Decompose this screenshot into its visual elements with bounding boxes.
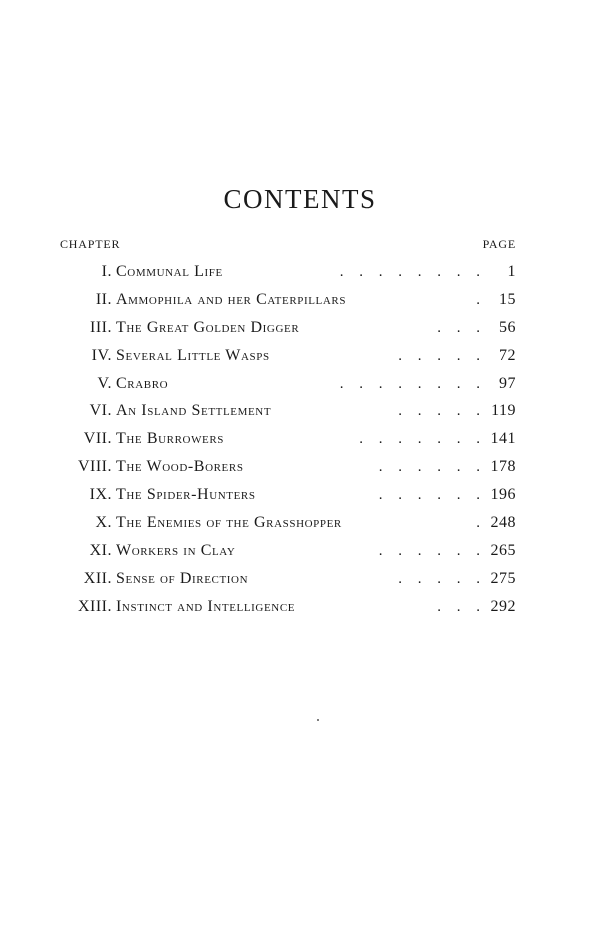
chapter-number: III. xyxy=(90,318,112,336)
page-number: 97 xyxy=(499,374,516,392)
chapter-title: The Great Golden Digger xyxy=(116,318,300,336)
page-number: 1 xyxy=(507,263,516,280)
toc-entry xyxy=(0,539,600,567)
chapter-title: An Island Settlement xyxy=(116,402,272,420)
chapter-title: Ammophila and her Caterpillars xyxy=(116,290,347,308)
dot-leader: . . . . . xyxy=(398,403,480,420)
toc-entry xyxy=(0,399,600,427)
toc-entry xyxy=(0,344,600,372)
page-number: 178 xyxy=(490,458,516,476)
page-number: 72 xyxy=(499,346,516,364)
dot-leader: . . . xyxy=(437,598,480,615)
toc-entry xyxy=(0,455,600,483)
page-number: 56 xyxy=(499,318,516,336)
toc-entry xyxy=(0,288,600,316)
chapter-number: XI. xyxy=(89,541,112,559)
dot-leader: . . . xyxy=(437,319,480,336)
chapter-number: IV. xyxy=(91,346,112,364)
chapter-number: V. xyxy=(97,374,112,392)
chapter-title: Instinct and Intelligence xyxy=(116,597,296,615)
page-number: 292 xyxy=(490,597,516,615)
print-speck xyxy=(317,719,319,721)
page-number: 275 xyxy=(490,569,516,587)
chapter-number: VII. xyxy=(83,430,112,448)
dot-leader: . . . . . . . . xyxy=(339,375,480,392)
dot-leader: . xyxy=(476,291,480,308)
toc-entry xyxy=(0,316,600,344)
dot-leader: . xyxy=(476,515,480,532)
chapter-number: VI. xyxy=(89,402,112,420)
toc-entry xyxy=(0,260,600,288)
toc-entry xyxy=(0,483,600,511)
chapter-title: The Burrowers xyxy=(116,430,225,448)
chapter-column-header: CHAPTER xyxy=(60,237,121,251)
chapter-number: I. xyxy=(101,263,112,280)
toc-entry xyxy=(0,595,600,623)
chapter-title: The Enemies of the Grasshopper xyxy=(116,514,342,532)
dot-leader: . . . . . xyxy=(398,570,480,587)
toc-entry xyxy=(0,372,600,400)
chapter-number: XII. xyxy=(83,569,112,587)
chapter-title: The Spider-Hunters xyxy=(116,486,256,504)
dot-leader: . . . . . . . . xyxy=(339,264,480,280)
chapter-title: The Wood-Borers xyxy=(116,458,244,476)
chapter-title: Several Little Wasps xyxy=(116,346,270,364)
page-number: 141 xyxy=(490,430,516,448)
chapter-number: VIII. xyxy=(77,458,112,476)
chapter-title: Crabro xyxy=(116,374,169,392)
toc-entry xyxy=(0,567,600,595)
chapter-title: Communal Life xyxy=(116,263,223,280)
page-number: 119 xyxy=(491,402,516,420)
page-number: 196 xyxy=(490,486,516,504)
page-column-header: PAGE xyxy=(482,237,516,251)
dot-leader: . . . . . . . xyxy=(359,431,480,448)
chapter-title: Workers in Clay xyxy=(116,541,236,559)
chapter-title: Sense of Direction xyxy=(116,569,249,587)
chapter-number: XIII. xyxy=(77,597,112,615)
toc-entry xyxy=(0,511,600,539)
dot-leader: . . . . . xyxy=(398,347,480,364)
dot-leader: . . . . . . xyxy=(378,459,480,476)
page-number: 15 xyxy=(499,290,516,308)
chapter-number: X. xyxy=(95,514,112,532)
toc-entry xyxy=(0,427,600,455)
page-number: 265 xyxy=(490,541,516,559)
dot-leader: . . . . . . xyxy=(378,487,480,504)
chapter-number: II. xyxy=(95,290,112,308)
page-title: CONTENTS xyxy=(223,184,377,214)
chapter-number: IX. xyxy=(89,486,112,504)
table-of-contents xyxy=(0,260,600,623)
dot-leader: . . . . . . xyxy=(378,542,480,559)
page-number: 248 xyxy=(490,514,516,532)
